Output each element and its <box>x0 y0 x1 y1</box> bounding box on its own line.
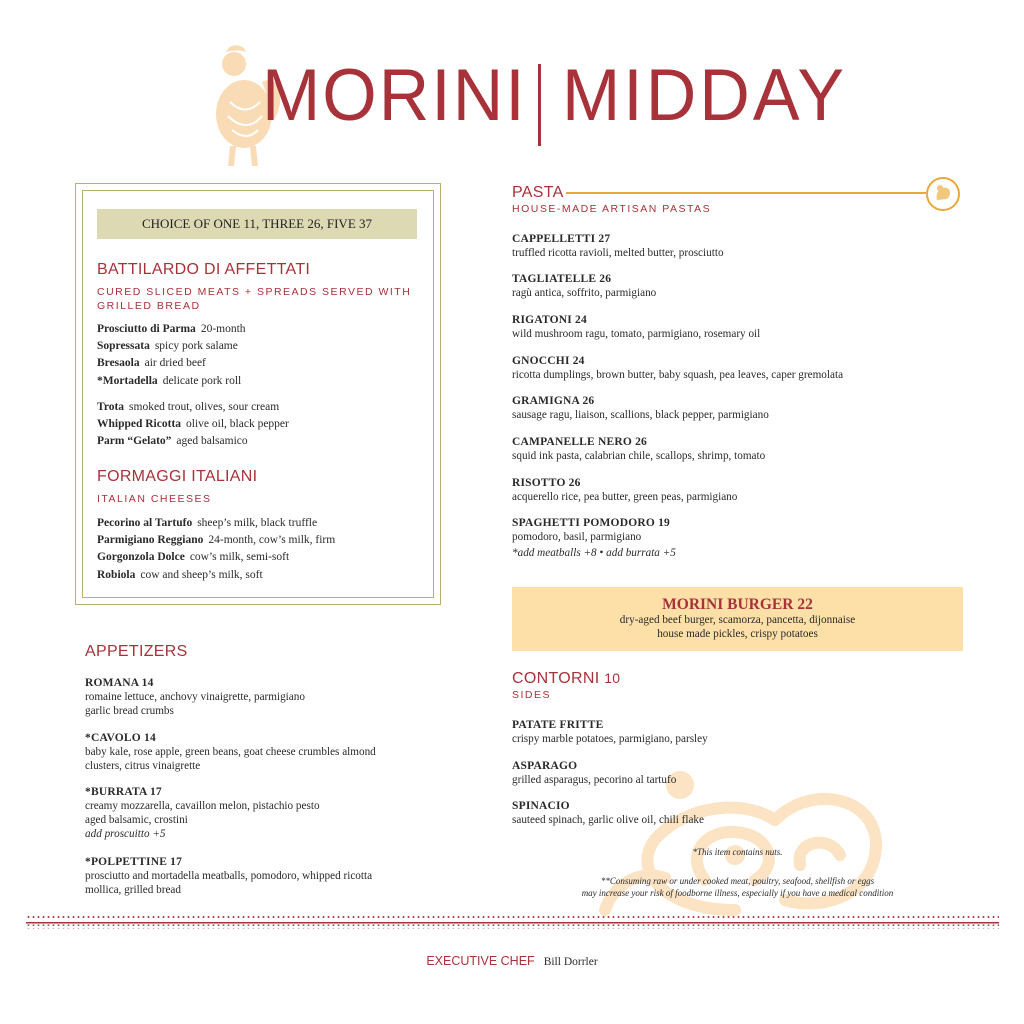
item-desc: ricotta dumplings, brown butter, baby squash, pea leaves, caper gremolata <box>512 369 844 381</box>
menu-item <box>85 731 376 773</box>
item-name: SPAGHETTI POMODORO 19 <box>512 517 670 529</box>
menu-item <box>85 855 372 897</box>
item-desc: sauteed spinach, garlic olive oil, chili flake <box>512 814 704 826</box>
menu-subtitle: MIDDAY <box>562 54 848 136</box>
item-desc: grilled asparagus, pecorino al tartufo <box>512 774 677 786</box>
item-desc: sausage ragu, liaison, scallions, black pepper, parmigiano <box>512 409 769 421</box>
list-item: Bresaola air dried beef <box>97 357 206 370</box>
list-item: Parm “Gelato” aged balsamico <box>97 435 248 448</box>
nuts-note: *This item contains nuts. <box>692 847 783 857</box>
executive-chef-credit <box>0 952 1024 970</box>
item-desc: truffled ricotta ravioli, melted butter, prosciutto <box>512 247 724 259</box>
formaggi-subtitle: ITALIAN CHEESES <box>97 493 212 505</box>
raw-warning-line1: **Consuming raw or under cooked meat, poultry, seafood, shellfish or eggs <box>600 876 875 886</box>
burger-feature-box <box>512 587 963 651</box>
burger-desc: dry-aged beef burger, scamorza, pancetta, dijonnaise <box>619 614 856 626</box>
list-item: Gorgonzola Dolce cow’s milk, semi-soft <box>97 551 290 564</box>
item-name: GRAMIGNA 26 <box>512 395 595 407</box>
item-desc: creamy mozzarella, cavaillon melon, pistachio pesto <box>85 800 320 812</box>
item-desc: acquerello rice, pea butter, green peas, parmigiano <box>512 491 738 503</box>
contorni-subtitle: SIDES <box>512 689 552 701</box>
item-desc: baby kale, rose apple, green beans, goat cheese crumbles almond <box>85 746 376 758</box>
spreads-list <box>97 399 289 451</box>
item-name: *POLPETTINE 17 <box>85 856 183 868</box>
item-name: ASPARAGO <box>512 760 578 772</box>
pasta-addons: *add meatballs +8 • add burrata +5 <box>512 547 676 559</box>
list-item: Whipped Ricotta olive oil, black pepper <box>97 418 289 431</box>
menu-item <box>512 394 769 422</box>
item-name: ROMANA 14 <box>85 677 154 689</box>
list-item: *Mortadella delicate pork roll <box>97 374 242 387</box>
item-name: RISOTTO 26 <box>512 477 581 489</box>
item-desc: romaine lettuce, anchovy vinaigrette, parmigiano <box>85 691 305 703</box>
menu-item <box>512 516 676 560</box>
item-name: PATATE FRITTE <box>512 719 604 731</box>
formaggi-title: FORMAGGI ITALIANI <box>97 468 258 485</box>
contorni-title-text: CONTORNI <box>512 670 600 687</box>
item-name: RIGATONI 24 <box>512 314 587 326</box>
menu-item <box>512 799 704 827</box>
rooster-emblem-icon <box>925 176 961 212</box>
item-name: *CAVOLO 14 <box>85 732 156 744</box>
cured-meats-list <box>97 321 246 390</box>
item-desc: clusters, citrus vinaigrette <box>85 760 201 772</box>
footer-divider <box>26 915 999 929</box>
battilardo-title: BATTILARDO DI AFFETTATI <box>97 261 311 278</box>
item-desc: wild mushroom ragu, tomato, parmigiano, rosemary oil <box>512 328 761 340</box>
item-addon: add proscuitto +5 <box>85 828 166 840</box>
item-desc: garlic bread crumbs <box>85 705 174 717</box>
item-desc: pomodoro, basil, parmigiano <box>512 531 642 543</box>
list-item: Trota smoked trout, olives, sour cream <box>97 401 280 413</box>
pasta-subtitle: HOUSE-MADE ARTISAN PASTAS <box>512 203 712 215</box>
menu-item <box>512 272 656 300</box>
list-item: Robiola cow and sheep’s milk, soft <box>97 568 263 581</box>
battilardo-subtitle <box>97 285 411 313</box>
list-item: Sopressata spicy pork salame <box>97 340 238 353</box>
choice-price-banner: CHOICE OF ONE 11, THREE 26, FIVE 37 <box>97 209 417 239</box>
burger-title: MORINI BURGER 22 <box>662 596 813 613</box>
appetizers-title: APPETIZERS <box>85 643 188 660</box>
battilardo-subtitle-line2: GRILLED BREAD <box>97 300 201 313</box>
raw-warning-line2: may increase your risk of foodborne illness, especially if you have a medical condition <box>581 887 894 898</box>
item-name: GNOCCHI 24 <box>512 355 585 367</box>
brand-name: MORINI <box>262 54 527 136</box>
antipasti-box <box>75 183 441 605</box>
raw-food-warning <box>512 876 963 899</box>
item-name: TAGLIATELLE 26 <box>512 273 612 285</box>
menu-item <box>512 718 708 746</box>
menu-item <box>85 676 305 718</box>
menu-item <box>512 354 843 382</box>
chef-name: Bill Dorrler <box>543 956 598 968</box>
item-desc: crispy marble potatoes, parmigiano, parsley <box>512 733 708 745</box>
menu-item <box>512 313 760 341</box>
antipasti-inner-border <box>82 190 434 598</box>
item-desc: aged balsamic, crostini <box>85 814 188 826</box>
chef-label: EXECUTIVE CHEF <box>426 954 535 968</box>
burger-desc: house made pickles, crispy potatoes <box>657 628 818 640</box>
pasta-title: PASTA <box>512 184 564 201</box>
menu-item <box>85 785 320 841</box>
contorni-title <box>512 670 620 688</box>
item-desc: squid ink pasta, calabrian chile, scallops, shrimp, tomato <box>512 450 766 462</box>
battilardo-subtitle-line1: CURED SLICED MEATS + SPREADS SERVED WITH <box>97 286 412 298</box>
item-desc: ragù antica, soffrito, parmigiano <box>512 287 657 299</box>
pasta-rule <box>566 192 926 194</box>
item-name: SPINACIO <box>512 800 570 812</box>
item-name: *BURRATA 17 <box>85 786 162 798</box>
header-divider <box>538 64 541 146</box>
menu-header <box>0 38 1024 168</box>
menu-item <box>512 435 765 463</box>
item-name: CAPPELLETTI 27 <box>512 233 611 245</box>
contorni-price: 10 <box>604 670 621 686</box>
item-desc: mollica, grilled bread <box>85 884 181 896</box>
item-desc: prosciutto and mortadella meatballs, pomodoro, whipped ricotta <box>85 870 373 882</box>
menu-item <box>512 476 737 504</box>
list-item: Pecorino al Tartufo sheep’s milk, black truffle <box>97 517 318 529</box>
list-item: Parmigiano Reggiano 24-month, cow’s milk, firm <box>97 534 336 547</box>
list-item: Prosciutto di Parma 20-month <box>97 323 246 335</box>
menu-item <box>512 759 676 787</box>
cheese-list <box>97 515 335 584</box>
item-name: CAMPANELLE NERO 26 <box>512 436 648 448</box>
menu-item <box>512 232 724 260</box>
